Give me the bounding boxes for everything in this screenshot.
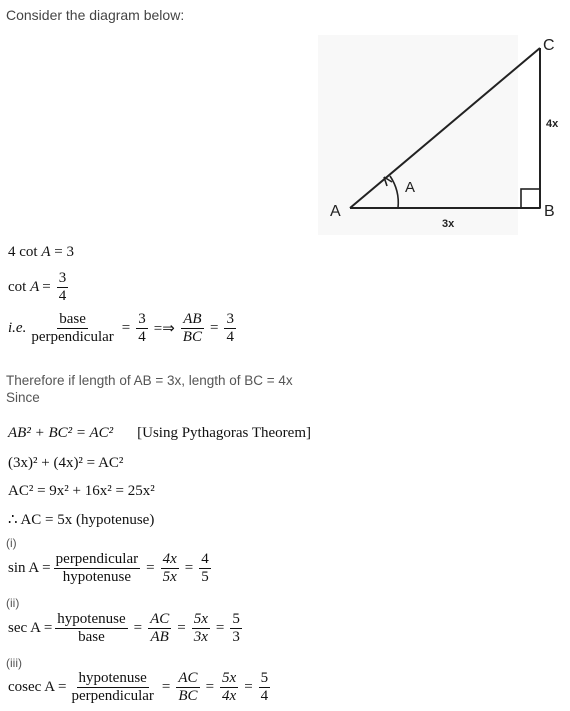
triangle-diagram [318, 35, 570, 235]
therefore-text: Therefore if length of AB = 3x, length of BC = 4x [6, 373, 293, 388]
part-i-label: (i) [6, 536, 17, 550]
pythagoras-line2: (3x)² + (4x)² = AC² [8, 455, 124, 471]
step1-equation: 4 cot A = 3 [8, 244, 74, 260]
sin-equation: sin A = $\frac{\text{perpendicular}}{\text{hypotenuse}}$ = $\frac{4x}{5x}$ = $\frac{4}{5}$ [8, 551, 209, 586]
pythagoras-line4: ∴ AC = 5x (hypotenuse) [8, 512, 155, 528]
step2-fraction: $\frac{3}{4}$ [58, 270, 67, 305]
cosec-equation: cosec A = $\frac{\text{hypotenuse}}{\text{perpendicular}}$ = $\frac{AC}{BC}$ = $\frac{5x}{4x}$ = $\frac{5}{4}$ [8, 670, 269, 705]
part-ii-label: (ii) [6, 596, 20, 610]
implies-arrow: =⇒ [153, 321, 175, 338]
base-over-perpendicular: $\frac{\text{base}}{\text{perpendicular}}$ [31, 311, 114, 346]
right-angle-mark [521, 189, 540, 208]
part-iii-label: (iii) [6, 656, 22, 670]
side-bc-label: 4x [546, 118, 559, 130]
vertex-b-label: B [544, 203, 555, 220]
step3-equation: i.e. $\frac{\text{base}}{\text{perpendicular}}$ = $\frac{3}{4}$ =⇒ $\frac{AB}{BC}$ = $\frac{3}{4}$ [8, 311, 234, 346]
vertex-a-label: A [330, 203, 341, 220]
sec-equation: sec A = $\frac{\text{hypotenuse}}{\text{base}}$ = $\frac{AC}{AB}$ = $\frac{5x}{3x}$ = $\frac{5}{3}$ [8, 611, 240, 646]
side-ab-label: 3x [442, 218, 455, 230]
intro-text: Consider the diagram below: [6, 7, 185, 23]
step2-equation: cot A = $\frac{3}{4}$ [8, 270, 67, 305]
pythagoras-line1: AB² + BC² = AC² [Using Pythagoras Theorem] [8, 425, 311, 441]
angle-a-label: A [405, 179, 416, 196]
pythagoras-line3: AC² = 9x² + 16x² = 25x² [8, 483, 155, 499]
vertex-c-label: C [543, 37, 555, 54]
since-text: Since [6, 390, 40, 405]
